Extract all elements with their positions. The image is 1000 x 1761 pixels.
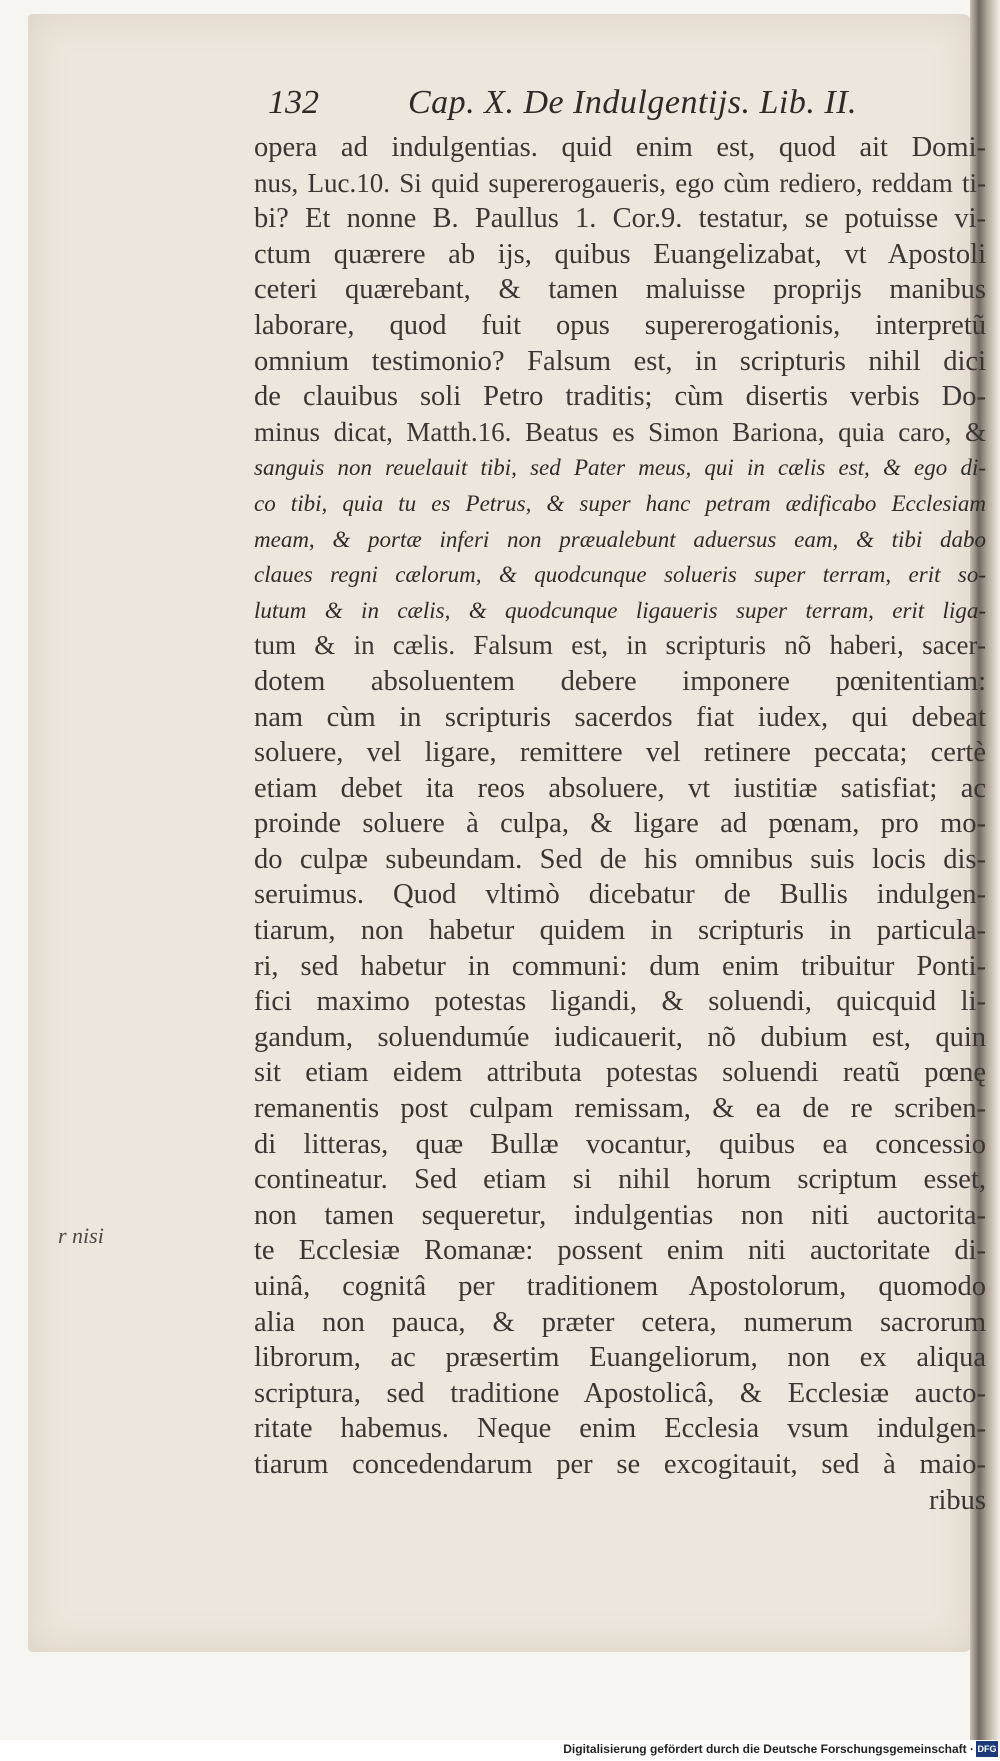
catchword: ribus (929, 1484, 986, 1516)
text-line: do culpæ subeundam. Sed de his omnibus suis locis dis- (254, 843, 986, 875)
page-header (268, 84, 888, 134)
text-line: remanentis post culpam remissam, & ea de re scriben- (254, 1093, 986, 1125)
running-head: Cap. X. De Indulgentijs. Lib. II. (408, 84, 858, 121)
text-line: sit etiam eidem attributa potestas soluendi reatũ pœnę (254, 1057, 986, 1089)
digitization-footer (0, 1740, 1000, 1761)
text-line: contineatur. Sed etiam si nihil horum scriptum esset, (254, 1164, 986, 1196)
text-line: alia non pauca, & præter cetera, numerum sacrorum (254, 1306, 986, 1338)
text-line: soluere, vel ligare, remittere vel retinere peccata; certè (254, 737, 986, 769)
text-line: de clauibus soli Petro traditis; cùm disertis verbis Do- (254, 381, 986, 413)
text-line: te Ecclesiæ Romanæ: possent enim niti auctoritate di- (254, 1235, 986, 1267)
dfg-logo: DFG (976, 1741, 998, 1757)
text-line: co tibi, quia tu es Petrus, & super hanc petram ædificabo Ecclesiam (254, 490, 986, 516)
text-line: non tamen sequeretur, indulgentias non niti auctorita- (254, 1199, 986, 1231)
text-line: claues regni cælorum, & quodcunque solueris super terram, erit so- (254, 562, 986, 588)
text-line: nam cùm in scripturis sacerdos fiat iudex, qui debeat (254, 701, 986, 733)
text-line: di litteras, quæ Bullæ vocantur, quibus ea concessio (254, 1128, 986, 1160)
funding-credit: Digitalisierung gefördert durch die Deutsche Forschungsgemeinschaft · (563, 1742, 974, 1756)
text-line: ceteri quærebant, & tamen maluisse proprijs manibus (254, 274, 986, 306)
text-line: tiarum, non habetur quidem in scripturis in particula- (254, 915, 986, 947)
text-line: lutum & in cælis, & quodcunque ligaueris super terram, erit liga- (254, 597, 986, 623)
text-line: ri, sed habetur in communi: dum enim tribuitur Ponti- (254, 950, 986, 982)
text-line: ritate habemus. Neque enim Ecclesia vsum indulgen- (254, 1413, 986, 1445)
text-line: minus dicat, Matth.16. Beatus es Simon Bariona, quia caro, & (254, 416, 986, 447)
text-line: nus, Luc.10. Si quid supererogaueris, ego cùm rediero, reddam ti- (254, 167, 986, 198)
text-line: tum & in cælis. Falsum est, in scripturis nõ haberi, sacer- (254, 630, 986, 661)
text-line: laborare, quod fuit opus supererogationis, interpretũ (254, 309, 986, 341)
text-line: fici maximo potestas ligandi, & soluendi, quicquid li- (254, 986, 986, 1018)
text-line: bi? Et nonne B. Paullus 1. Cor.9. testatur, se potuisse vi- (254, 203, 986, 235)
text-line: scriptura, sed traditione Apostolicâ, & Ecclesiæ aucto- (254, 1377, 986, 1409)
text-line: meam, & portæ inferi non præualebunt aduersus eam, & tibi dabo (254, 526, 986, 552)
text-line: dotem absoluentem debere imponere pœnitentiam: (254, 665, 986, 697)
text-line: uinâ, cognitâ per traditionem Apostolorum, quomodo (254, 1271, 986, 1302)
text-line: ctum quærere ab ijs, quibus Euangelizabat, vt Apostoli (254, 238, 986, 270)
text-line: omnium testimonio? Falsum est, in scripturis nihil dici (254, 345, 986, 377)
margin-annotation: r nisi (58, 1223, 104, 1248)
text-line: sanguis non reuelauit tibi, sed Pater meus, qui in cælis est, & ego di- (254, 455, 986, 481)
text-line: seruimus. Quod vltimò dicebatur de Bullis indulgen- (254, 879, 986, 911)
text-line: gandum, soluendumúe iudicauerit, nõ dubium est, quin (254, 1021, 986, 1053)
page-number: 132 (268, 84, 319, 121)
text-line: opera ad indulgentias. quid enim est, quod ait Domi- (254, 132, 986, 163)
text-line: tiarum concedendarum per se excogitauit, sed à maio- (254, 1448, 986, 1480)
body-text (254, 130, 986, 1518)
text-line: proinde soluere à culpa, & ligare ad pœnam, pro mo- (254, 808, 986, 840)
text-line: etiam debet ita reos absoluere, vt iustitiæ satisfiat; ac (254, 772, 986, 804)
text-line: librorum, ac præsertim Euangeliorum, non ex aliqua (254, 1342, 986, 1374)
